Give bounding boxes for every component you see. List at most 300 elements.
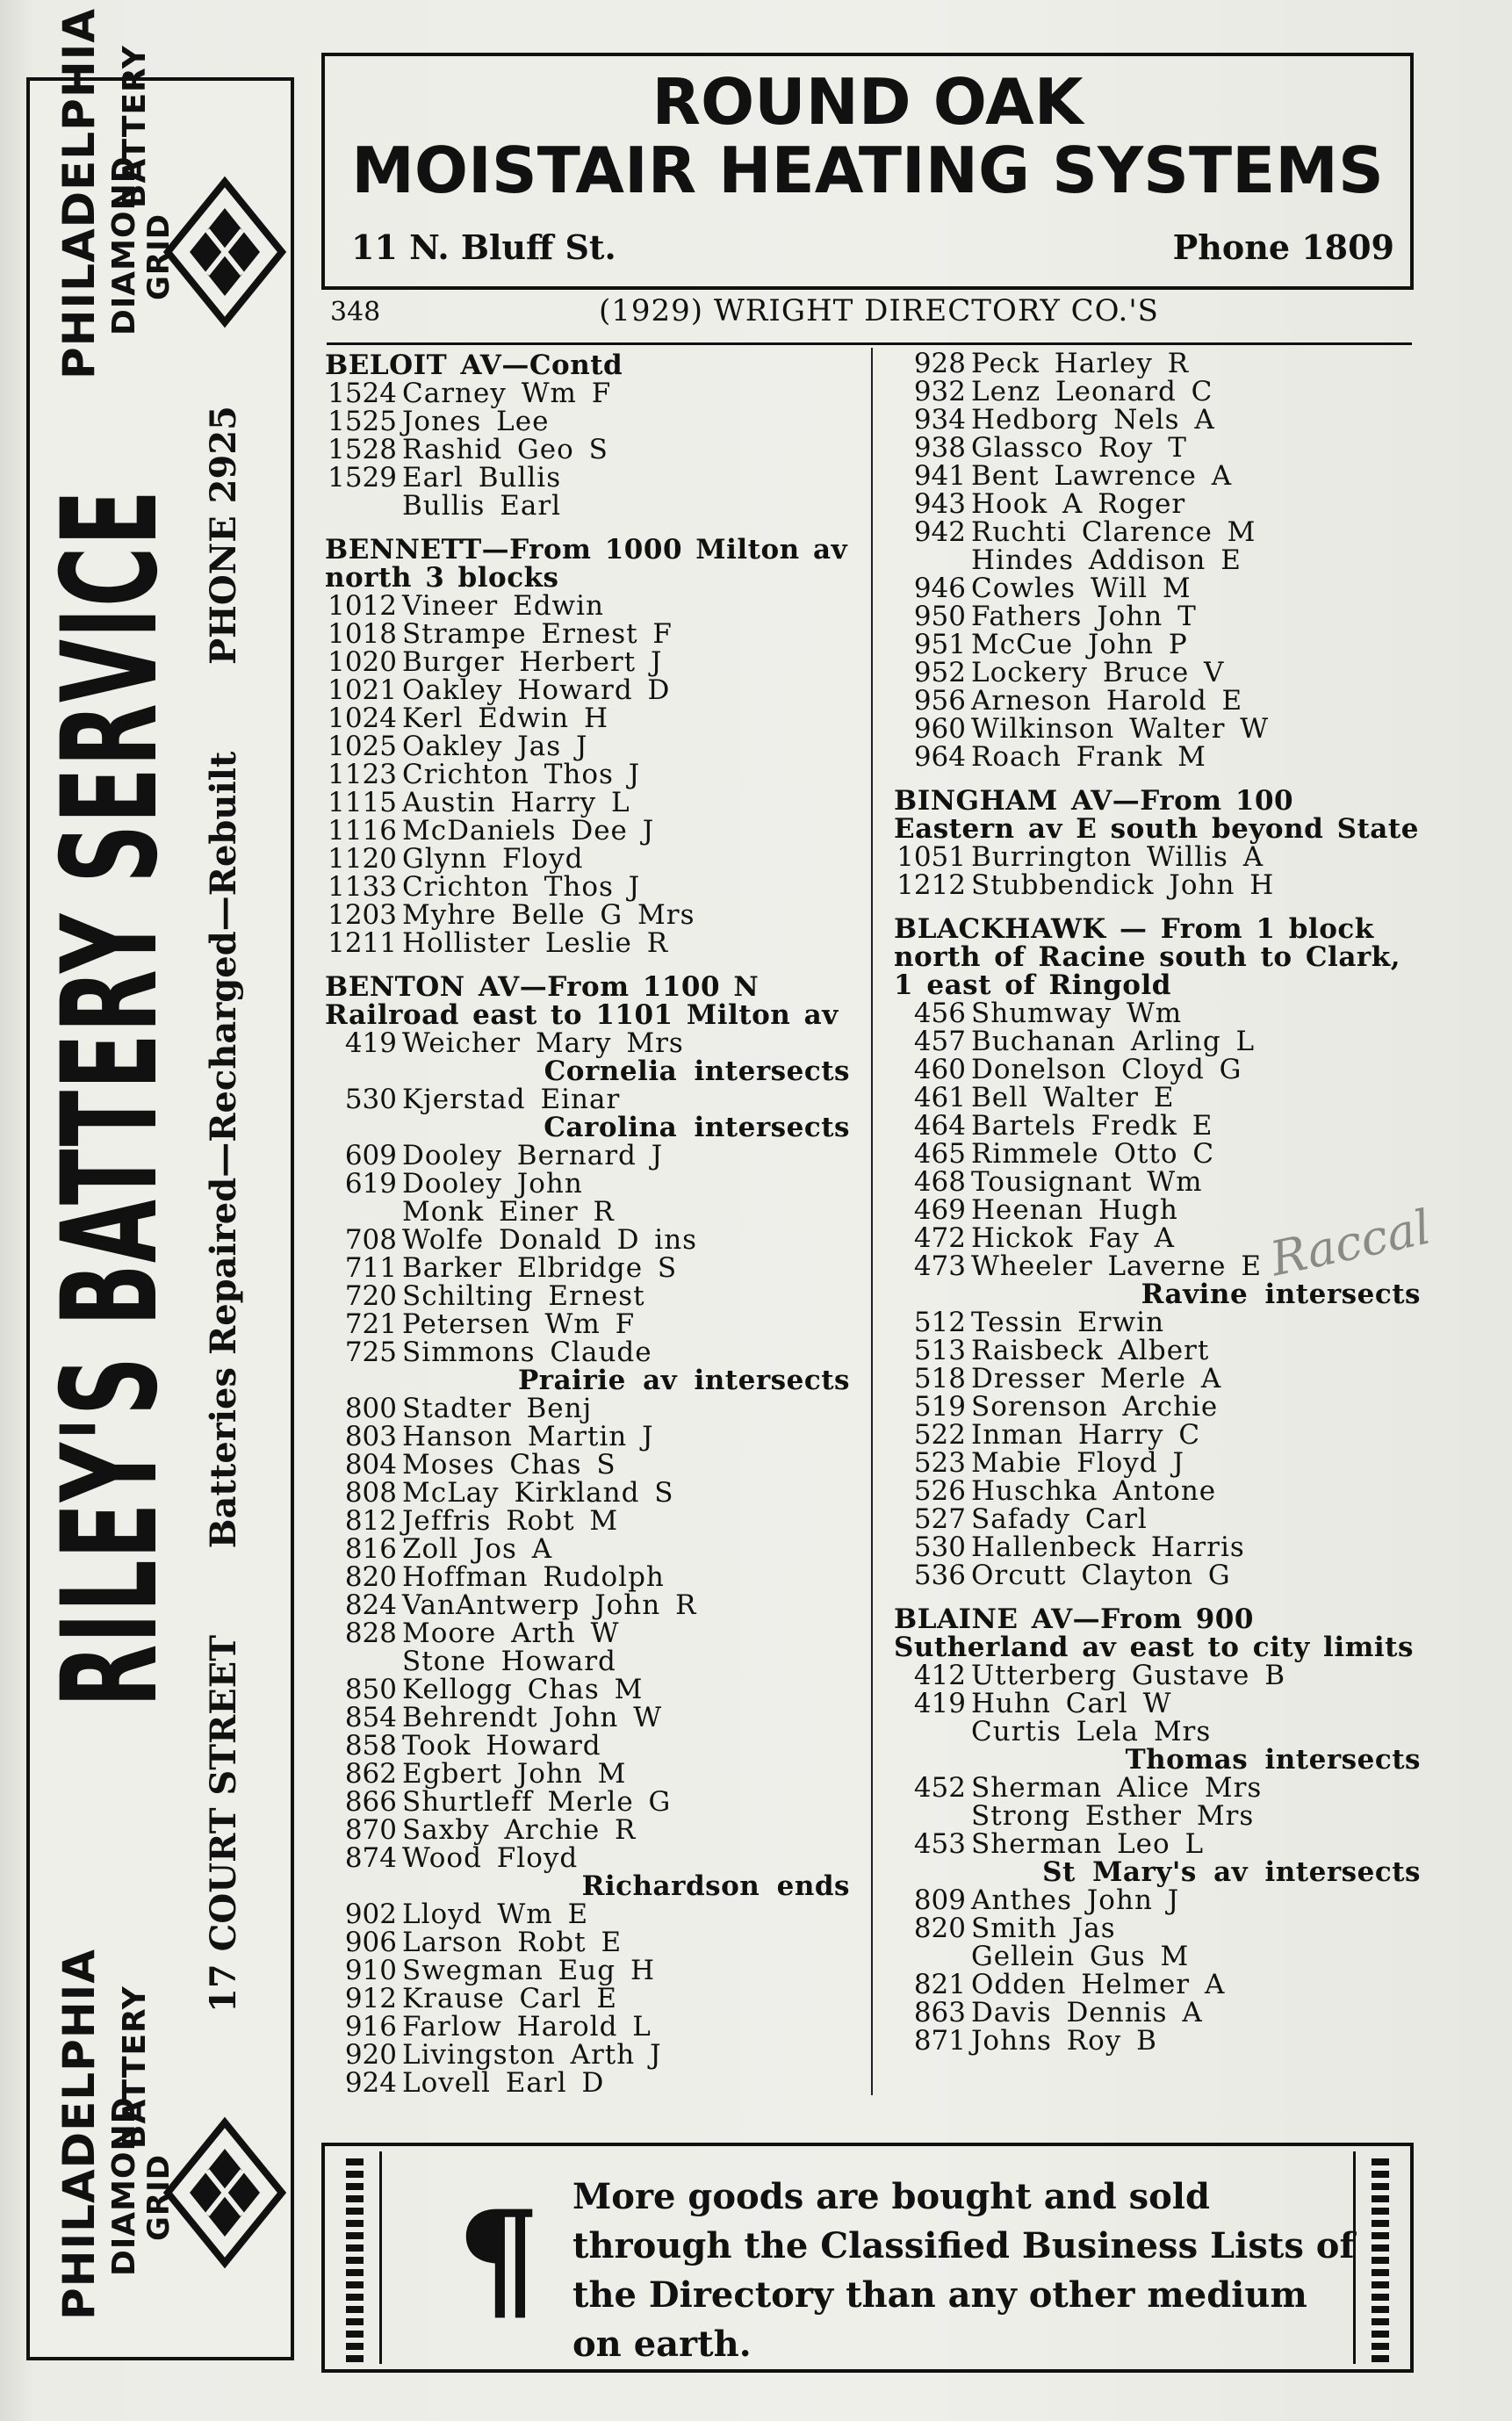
house-number: 708 bbox=[344, 1224, 397, 1256]
house-number: 453 bbox=[913, 1828, 966, 1860]
directory-entry bbox=[325, 1310, 852, 1338]
directory-entry bbox=[894, 378, 1421, 406]
house-number: 465 bbox=[913, 1138, 966, 1170]
logo-brand-text: PHILADELPHIA bbox=[54, 8, 104, 379]
column-divider bbox=[871, 348, 873, 2095]
directory-entry bbox=[325, 1647, 852, 1675]
resident-name: Kerl Edwin H bbox=[402, 703, 609, 734]
resident-name: Peck Harley R bbox=[971, 348, 1190, 379]
resident-name: Raisbeck Albert bbox=[971, 1335, 1210, 1366]
resident-name: McCue John P bbox=[971, 629, 1188, 660]
resident-name: Hollister Leslie R bbox=[402, 927, 669, 959]
rileys-tagline: Batteries Repaired—Recharged—Rebuilt bbox=[203, 751, 244, 1549]
directory-entry bbox=[325, 1085, 852, 1113]
directory-entry bbox=[325, 1760, 852, 1788]
directory-entry bbox=[325, 1704, 852, 1732]
resident-name: Bent Lawrence A bbox=[971, 460, 1233, 492]
handwritten-annotation: Raccal bbox=[1265, 1199, 1436, 1287]
page-title: (1929) WRIGHT DIRECTORY CO.'S bbox=[599, 293, 1159, 328]
directory-entry bbox=[325, 704, 852, 732]
house-number: 866 bbox=[344, 1786, 397, 1818]
resident-name: Wilkinson Walter W bbox=[971, 713, 1270, 745]
street-heading: BELOIT AV—Contd bbox=[325, 349, 623, 381]
directory-entry bbox=[325, 1928, 852, 1956]
resident-name: VanAntwerp John R bbox=[402, 1589, 697, 1621]
directory-entry bbox=[894, 406, 1421, 434]
directory-entry bbox=[325, 732, 852, 760]
directory-entry bbox=[894, 1308, 1421, 1337]
directory-entry bbox=[325, 1198, 852, 1226]
house-number: 812 bbox=[344, 1505, 397, 1537]
directory-entry bbox=[325, 436, 852, 464]
directory-entry bbox=[325, 2041, 852, 2069]
resident-name: Orcutt Clayton G bbox=[971, 1560, 1231, 1591]
house-number: 920 bbox=[344, 2039, 397, 2071]
house-number: 522 bbox=[913, 1419, 966, 1451]
directory-entry bbox=[325, 648, 852, 676]
resident-name: Fathers John T bbox=[971, 601, 1197, 632]
resident-name: Farlow Harold L bbox=[402, 2011, 652, 2043]
house-number: 951 bbox=[913, 629, 966, 660]
directory-entry bbox=[894, 602, 1421, 630]
resident-name: Crichton Thos J bbox=[402, 871, 641, 903]
house-number: 871 bbox=[913, 2025, 966, 2057]
house-number: 725 bbox=[344, 1337, 397, 1368]
house-number: 1529 bbox=[328, 462, 397, 494]
house-number: 461 bbox=[913, 1082, 966, 1113]
intersection-note: Richardson ends bbox=[581, 1870, 850, 1902]
house-number: 1524 bbox=[328, 378, 397, 409]
ad-phone: Phone 1809 bbox=[1172, 227, 1394, 267]
house-number: 1120 bbox=[328, 843, 397, 875]
resident-name: Rimmele Otto C bbox=[971, 1138, 1215, 1170]
resident-name: Hickok Fay A bbox=[971, 1222, 1176, 1254]
intersection-note: Cornelia intersects bbox=[544, 1056, 850, 1087]
intersection-note: Thomas intersects bbox=[1125, 1744, 1421, 1776]
philadelphia-battery-logo-2 bbox=[36, 8, 291, 397]
directory-entry bbox=[325, 1985, 852, 2013]
house-number: 619 bbox=[344, 1168, 397, 1200]
street-heading: BLAINE AV—From 900 Sutherland av east to city limits bbox=[894, 1603, 1414, 1663]
house-number: 902 bbox=[344, 1899, 397, 1930]
resident-name: Davis Dennis A bbox=[971, 1997, 1203, 2028]
paragraph-mark-icon: ¶ bbox=[457, 2182, 541, 2337]
resident-name: Schilting Ernest bbox=[402, 1280, 645, 1312]
house-number: 530 bbox=[913, 1531, 966, 1563]
resident-name: Glassco Roy T bbox=[971, 432, 1187, 464]
directory-entry bbox=[325, 1394, 852, 1423]
directory-entry bbox=[894, 843, 1421, 871]
resident-name: Heenan Hugh bbox=[971, 1194, 1178, 1226]
resident-name: Anthes John J bbox=[971, 1884, 1180, 1916]
house-number: 536 bbox=[913, 1560, 966, 1591]
directory-entry bbox=[325, 873, 852, 901]
directory-entry bbox=[325, 1900, 852, 1928]
directory-entry bbox=[894, 999, 1421, 1027]
directory-entry bbox=[325, 676, 852, 704]
resident-name: Sherman Leo L bbox=[971, 1828, 1205, 1860]
house-number: 828 bbox=[344, 1618, 397, 1649]
resident-name: Curtis Lela Mrs bbox=[971, 1716, 1212, 1747]
directory-entry bbox=[325, 1170, 852, 1198]
house-number: 1021 bbox=[328, 674, 397, 706]
house-number: 527 bbox=[913, 1503, 966, 1535]
house-number: 821 bbox=[913, 1969, 966, 2000]
resident-name: Glynn Floyd bbox=[402, 843, 584, 875]
house-number: 457 bbox=[913, 1026, 966, 1057]
house-number: 1051 bbox=[896, 841, 966, 873]
resident-name: Ruchti Clarence M bbox=[971, 516, 1256, 548]
directory-entry bbox=[894, 1505, 1421, 1533]
classified-lists-ad bbox=[321, 2143, 1414, 2373]
house-number: 808 bbox=[344, 1477, 397, 1509]
directory-entry bbox=[325, 407, 852, 436]
resident-name: Lloyd Wm E bbox=[402, 1899, 589, 1930]
round-oak-ad bbox=[321, 53, 1414, 290]
house-number: 820 bbox=[344, 1561, 397, 1593]
resident-name: Hook A Roger bbox=[971, 488, 1186, 520]
resident-name: Hoffman Rudolph bbox=[402, 1561, 665, 1593]
resident-name: Dooley John bbox=[402, 1168, 583, 1200]
house-number: 419 bbox=[913, 1688, 966, 1719]
house-number: 960 bbox=[913, 713, 966, 745]
resident-name: Stubbendick John H bbox=[971, 869, 1275, 901]
house-number: 609 bbox=[344, 1140, 397, 1171]
resident-name: Kjerstad Einar bbox=[402, 1084, 621, 1115]
resident-name: Bell Walter E bbox=[971, 1082, 1175, 1113]
house-number: 862 bbox=[344, 1758, 397, 1790]
resident-name: Huschka Antone bbox=[971, 1475, 1217, 1507]
directory-entry bbox=[894, 1914, 1421, 1942]
intersection-note: Prairie av intersects bbox=[517, 1365, 850, 1396]
directory-entry bbox=[325, 1675, 852, 1704]
directory-entry bbox=[325, 592, 852, 620]
directory-entry bbox=[325, 1282, 852, 1310]
directory-entry bbox=[325, 492, 852, 520]
directory-entry bbox=[894, 687, 1421, 715]
resident-name: Burger Herbert J bbox=[402, 646, 663, 678]
resident-name: Swegman Eug H bbox=[402, 1955, 655, 1986]
resident-name: Wood Floyd bbox=[402, 1842, 579, 1874]
directory-entry bbox=[325, 1591, 852, 1619]
directory-entry bbox=[325, 2013, 852, 2041]
house-number: 460 bbox=[913, 1054, 966, 1085]
house-number: 941 bbox=[913, 460, 966, 492]
resident-name: Bartels Fredk E bbox=[971, 1110, 1213, 1142]
directory-entry bbox=[325, 2069, 852, 2097]
house-number: 1203 bbox=[328, 899, 397, 931]
directory-entry bbox=[894, 1942, 1421, 1971]
directory-entry bbox=[894, 1168, 1421, 1196]
house-number: 1115 bbox=[328, 787, 397, 818]
resident-name: Strong Esther Mrs bbox=[971, 1800, 1255, 1832]
directory-entry bbox=[325, 1535, 852, 1563]
house-number: 858 bbox=[344, 1730, 397, 1762]
house-number: 816 bbox=[344, 1533, 397, 1565]
directory-entry bbox=[894, 546, 1421, 574]
street-heading: BENTON AV—From 1100 N Railroad east to 1101 Milton av bbox=[325, 971, 839, 1031]
resident-name: Oakley Jas J bbox=[402, 731, 588, 762]
house-number: 942 bbox=[913, 516, 966, 548]
directory-entry bbox=[894, 1561, 1421, 1589]
directory-entry bbox=[325, 789, 852, 817]
resident-name: Tousignant Wm bbox=[971, 1166, 1203, 1198]
resident-name: Livingston Arth J bbox=[402, 2039, 662, 2071]
resident-name: Arneson Harold E bbox=[971, 685, 1243, 717]
house-number: 1020 bbox=[328, 646, 397, 678]
header-divider bbox=[327, 342, 1412, 345]
directory-entry bbox=[894, 1337, 1421, 1365]
resident-name: Myhre Belle G Mrs bbox=[402, 899, 695, 931]
resident-name: Petersen Wm F bbox=[402, 1308, 636, 1340]
house-number: 938 bbox=[913, 432, 966, 464]
chain-ornament bbox=[1372, 2158, 1389, 2362]
rileys-subline bbox=[203, 406, 244, 2013]
resident-name: Kellogg Chas M bbox=[402, 1674, 644, 1705]
resident-name: Zoll Jos A bbox=[402, 1533, 553, 1565]
directory-entry bbox=[325, 901, 852, 929]
house-number: 473 bbox=[913, 1250, 966, 1282]
house-number: 518 bbox=[913, 1363, 966, 1394]
directory-entry bbox=[325, 817, 852, 845]
house-number: 820 bbox=[913, 1913, 966, 1944]
logo-sub-diamond: DIAMOND bbox=[106, 2096, 142, 2276]
resident-name: Hindes Addison E bbox=[971, 544, 1242, 576]
logo-sub-battery: BATTERY bbox=[117, 45, 153, 208]
resident-name: Behrendt John W bbox=[402, 1702, 663, 1733]
house-number: 946 bbox=[913, 573, 966, 604]
resident-name: Burrington Willis A bbox=[971, 841, 1264, 873]
directory-entry bbox=[894, 1830, 1421, 1858]
house-number: 1018 bbox=[328, 618, 397, 650]
rileys-phone: PHONE 2925 bbox=[203, 406, 244, 666]
house-number: 916 bbox=[344, 2011, 397, 2043]
rileys-main-text bbox=[36, 406, 291, 2013]
ad-title-line2: MOISTAIR HEATING SYSTEMS bbox=[351, 133, 1384, 207]
house-number: 519 bbox=[913, 1391, 966, 1423]
directory-entry bbox=[325, 1254, 852, 1282]
house-number: 1525 bbox=[328, 406, 397, 437]
resident-name: Stone Howard bbox=[402, 1646, 616, 1677]
house-number: 943 bbox=[913, 488, 966, 520]
house-number: 1528 bbox=[328, 434, 397, 465]
directory-entry bbox=[894, 2027, 1421, 2055]
resident-name: Sorenson Archie bbox=[971, 1391, 1219, 1423]
directory-entry bbox=[894, 715, 1421, 743]
resident-name: Simmons Claude bbox=[402, 1337, 652, 1368]
resident-name: Moore Arth W bbox=[402, 1618, 620, 1649]
intersection-note: Ravine intersects bbox=[1141, 1279, 1421, 1310]
directory-entry bbox=[894, 1084, 1421, 1112]
directory-entry bbox=[325, 845, 852, 873]
house-number: 809 bbox=[913, 1884, 966, 1916]
directory-entry bbox=[325, 1507, 852, 1535]
house-number: 850 bbox=[344, 1674, 397, 1705]
directory-entry bbox=[894, 1886, 1421, 1914]
directory-entry bbox=[894, 574, 1421, 602]
house-number: 512 bbox=[913, 1307, 966, 1338]
house-number: 1123 bbox=[328, 759, 397, 790]
directory-entry bbox=[325, 1451, 852, 1479]
house-number: 863 bbox=[913, 1997, 966, 2028]
directory-entry bbox=[325, 1479, 852, 1507]
house-number: 804 bbox=[344, 1449, 397, 1481]
house-number: 526 bbox=[913, 1475, 966, 1507]
intersection-note: Carolina intersects bbox=[544, 1112, 850, 1143]
directory-entry bbox=[325, 929, 852, 957]
resident-name: Krause Carl E bbox=[402, 1983, 617, 2014]
directory-entry bbox=[325, 1844, 852, 1872]
directory-entry bbox=[325, 1423, 852, 1451]
directory-entry bbox=[894, 1661, 1421, 1690]
directory-entry bbox=[325, 620, 852, 648]
resident-name: Oakley Howard D bbox=[402, 674, 671, 706]
directory-entry bbox=[894, 1112, 1421, 1140]
directory-entry bbox=[325, 1226, 852, 1254]
street-heading: BLACKHAWK — From 1 block north of Racine south to Clark, 1 east of Ringold bbox=[894, 913, 1401, 1001]
resident-name: Smith Jas bbox=[971, 1913, 1116, 1944]
house-number: 932 bbox=[913, 376, 966, 407]
house-number: 874 bbox=[344, 1842, 397, 1874]
directory-entry bbox=[894, 1393, 1421, 1421]
house-number: 934 bbox=[913, 404, 966, 436]
resident-name: Huhn Carl W bbox=[971, 1688, 1172, 1719]
house-number: 452 bbox=[913, 1772, 966, 1804]
house-number: 472 bbox=[913, 1222, 966, 1254]
house-number: 854 bbox=[344, 1702, 397, 1733]
directory-entry bbox=[894, 518, 1421, 546]
house-number: 964 bbox=[913, 741, 966, 773]
directory-entry bbox=[894, 1449, 1421, 1477]
resident-name: Wheeler Laverne E bbox=[971, 1250, 1262, 1282]
resident-name: Larson Robt E bbox=[402, 1927, 623, 1958]
resident-name: Earl Bullis bbox=[402, 462, 562, 494]
logo-sub-battery: BATTERY bbox=[117, 1985, 153, 2149]
house-number: 469 bbox=[913, 1194, 966, 1226]
resident-name: Hedborg Nels A bbox=[971, 404, 1215, 436]
resident-name: Mabie Floyd J bbox=[971, 1447, 1184, 1479]
directory-entry bbox=[894, 871, 1421, 899]
directory-entry bbox=[325, 1788, 852, 1816]
logo-sub-diamond: DIAMOND bbox=[106, 155, 142, 335]
philadelphia-battery-logo bbox=[36, 1949, 291, 2338]
directory-entry bbox=[325, 1956, 852, 1985]
resident-name: Dooley Bernard J bbox=[402, 1140, 664, 1171]
directory-entry bbox=[325, 464, 852, 492]
house-number: 1133 bbox=[328, 871, 397, 903]
resident-name: Johns Roy B bbox=[971, 2025, 1157, 2057]
resident-name: Carney Wm F bbox=[402, 378, 612, 409]
logo-sub-grid: GRID bbox=[141, 213, 176, 300]
directory-entry bbox=[894, 630, 1421, 659]
ad-address: 11 N. Bluff St. bbox=[351, 227, 616, 267]
house-number: 952 bbox=[913, 657, 966, 688]
directory-entry bbox=[894, 1718, 1421, 1746]
resident-name: Monk Einer R bbox=[402, 1196, 615, 1228]
resident-name: McLay Kirkland S bbox=[402, 1477, 674, 1509]
house-number: 956 bbox=[913, 685, 966, 717]
resident-name: Dresser Merle A bbox=[971, 1363, 1222, 1394]
ad-title-line1: ROUND OAK bbox=[652, 65, 1084, 139]
street-heading: BENNETT—From 1000 Milton av north 3 blocks bbox=[325, 534, 848, 594]
house-number: 456 bbox=[913, 998, 966, 1029]
house-number: 910 bbox=[344, 1955, 397, 1986]
resident-name: Shumway Wm bbox=[971, 998, 1183, 1029]
rotated-ad-content bbox=[34, 8, 291, 2346]
house-number: 1012 bbox=[328, 590, 397, 622]
house-number: 1212 bbox=[896, 869, 966, 901]
resident-name: Sherman Alice Mrs bbox=[971, 1772, 1263, 1804]
resident-name: Gellein Gus M bbox=[971, 1941, 1190, 1972]
house-number: 513 bbox=[913, 1335, 966, 1366]
resident-name: Jones Lee bbox=[402, 406, 550, 437]
resident-name: Roach Frank M bbox=[971, 741, 1206, 773]
directory-entry bbox=[894, 462, 1421, 490]
directory-entry bbox=[894, 1365, 1421, 1393]
resident-name: Hallenbeck Harris bbox=[971, 1531, 1245, 1563]
directory-entry bbox=[325, 1029, 852, 1057]
directory-entry bbox=[894, 349, 1421, 378]
resident-name: Odden Helmer A bbox=[971, 1969, 1226, 2000]
resident-name: Inman Harry C bbox=[971, 1419, 1201, 1451]
house-number: 803 bbox=[344, 1421, 397, 1452]
resident-name: Hanson Martin J bbox=[402, 1421, 654, 1452]
directory-entry bbox=[894, 1802, 1421, 1830]
resident-name: Lockery Bruce V bbox=[971, 657, 1225, 688]
resident-name: Rashid Geo S bbox=[402, 434, 608, 465]
rileys-title: RILEY'S BATTERY SERVICE bbox=[34, 488, 187, 1708]
resident-name: Donelson Cloyd G bbox=[971, 1054, 1242, 1085]
directory-entry bbox=[894, 490, 1421, 518]
house-number: 800 bbox=[344, 1393, 397, 1424]
resident-name: Lovell Earl D bbox=[402, 2067, 605, 2099]
directory-entry bbox=[894, 1971, 1421, 1999]
resident-name: Austin Harry L bbox=[402, 787, 630, 818]
directory-entry bbox=[894, 1056, 1421, 1084]
resident-name: Cowles Will M bbox=[971, 573, 1192, 604]
logo-brand-text: PHILADELPHIA bbox=[54, 1949, 104, 2320]
house-number: 912 bbox=[344, 1983, 397, 2014]
directory-entry bbox=[894, 1027, 1421, 1056]
resident-name: Tessin Erwin bbox=[971, 1307, 1165, 1338]
house-number: 523 bbox=[913, 1447, 966, 1479]
house-number: 906 bbox=[344, 1927, 397, 1958]
house-number: 928 bbox=[913, 348, 966, 379]
resident-name: Utterberg Gustave B bbox=[971, 1660, 1285, 1691]
house-number: 1211 bbox=[328, 927, 397, 959]
resident-name: Strampe Ernest F bbox=[402, 618, 673, 650]
directory-column-right bbox=[894, 349, 1421, 2055]
house-number: 1116 bbox=[328, 815, 397, 847]
resident-name: Safady Carl bbox=[971, 1503, 1148, 1535]
rileys-address: 17 COURT STREET bbox=[203, 1634, 244, 2013]
house-number: 1025 bbox=[328, 731, 397, 762]
directory-entry bbox=[894, 1690, 1421, 1718]
directory-entry bbox=[894, 1533, 1421, 1561]
house-number: 412 bbox=[913, 1660, 966, 1691]
directory-entry bbox=[894, 1477, 1421, 1505]
directory-entry bbox=[894, 1421, 1421, 1449]
house-number: 720 bbox=[344, 1280, 397, 1312]
resident-name: Bullis Earl bbox=[402, 490, 562, 522]
intersection-note: St Mary's av intersects bbox=[1042, 1856, 1421, 1888]
directory-entry bbox=[325, 760, 852, 789]
resident-name: Wolfe Donald D ins bbox=[402, 1224, 698, 1256]
ad-message: More goods are bought and sold through the Classified Business Lists of the Directory than any other medium on earth. bbox=[572, 2176, 1355, 2365]
house-number: 711 bbox=[344, 1252, 397, 1284]
house-number: 464 bbox=[913, 1110, 966, 1142]
resident-name: Stadter Benj bbox=[402, 1393, 593, 1424]
